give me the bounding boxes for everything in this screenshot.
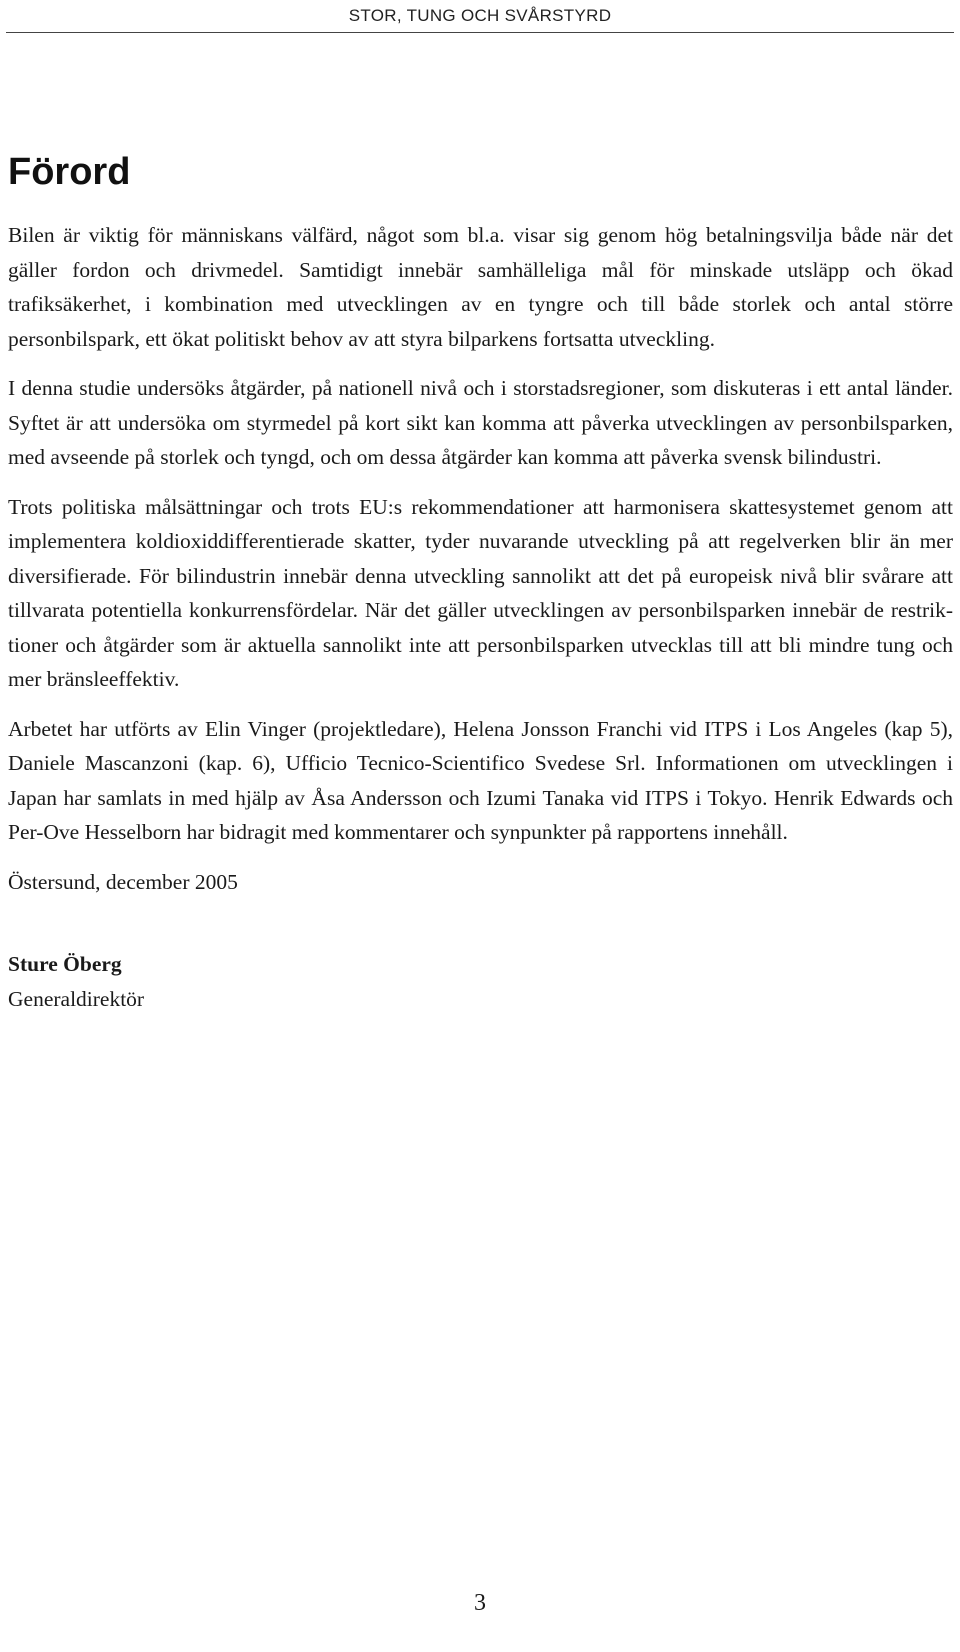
page-number: 3	[474, 1590, 486, 1616]
page-title: Förord	[8, 151, 131, 193]
paragraph-findings: Trots politiska målsättningar och trots EU:s rekommendationer att harmonisera skattesystemet genom att implementera koldioxiddifferentierade skatter, tyder nuvarande utveckling på att regelverken blir än mer diversifierade. För bilindustrin innebär denna utveckling sannolikt att det på europeisk nivå blir svårare att tillvarata potentiella konkurrensfördelar. När det gäller utvecklingen av personbilsparken innebär de restriktioner och åtgärder som är aktuella sannolikt inte att personbilsparken utvecklas till att bli mindre tung och mer bränsleeffektiv.	[8, 494, 953, 691]
running-header: STOR, TUNG OCH SVÅRSTYRD	[348, 6, 612, 25]
signer-title: Generaldirektör	[8, 986, 145, 1011]
page-content	[8, 150, 953, 1016]
header-divider	[6, 32, 954, 33]
signer-name: Sture Öberg	[8, 952, 122, 976]
paragraph-study: I denna studie undersöks åtgärder, på nationell nivå och i storstadsregioner, som diskuteras i ett antal länder. Syftet är att undersöka om styrmedel på kort sikt kan komma att påverka utvecklingen av personbilsparken, med avseende på storlek och tyngd, och om dessa åtgärder kan komma att påverka svensk bilindustri.	[8, 376, 953, 469]
paragraph-acknowledgements: Arbetet har utförts av Elin Vinger (projektledare), Helena Jonsson Franchi vid ITPS i Los Angeles (kap 5), Daniele Mascanzoni (kap. 6), Ufficio Tecnico-Scientifico Svedese Srl. Informationen om utvecklingen i Japan har samlats in med hjälp av Åsa Andersson och Izumi Tanaka vid ITPS i Tokyo. Henrik Edwards och Per-Ove Hesselborn har bidragit med kommentarer och synpunkter på rapportens innehåll.	[8, 716, 953, 844]
closing-place-date: Östersund, december 2005	[8, 869, 238, 894]
paragraph-intro: Bilen är viktig för människans välfärd, något som bl.a. visar sig genom hög betalningsvilja både när det gäller fordon och drivmedel. Samtidigt innebär samhälleliga mål för minskade utsläpp och ökad trafiksäkerhet, i kombination med utvecklingen av en tyngre och till både storlek och antal större personbilspark, ett ökat politiskt behov av att styra bilparkens fortsatta utveckling.	[8, 223, 953, 351]
